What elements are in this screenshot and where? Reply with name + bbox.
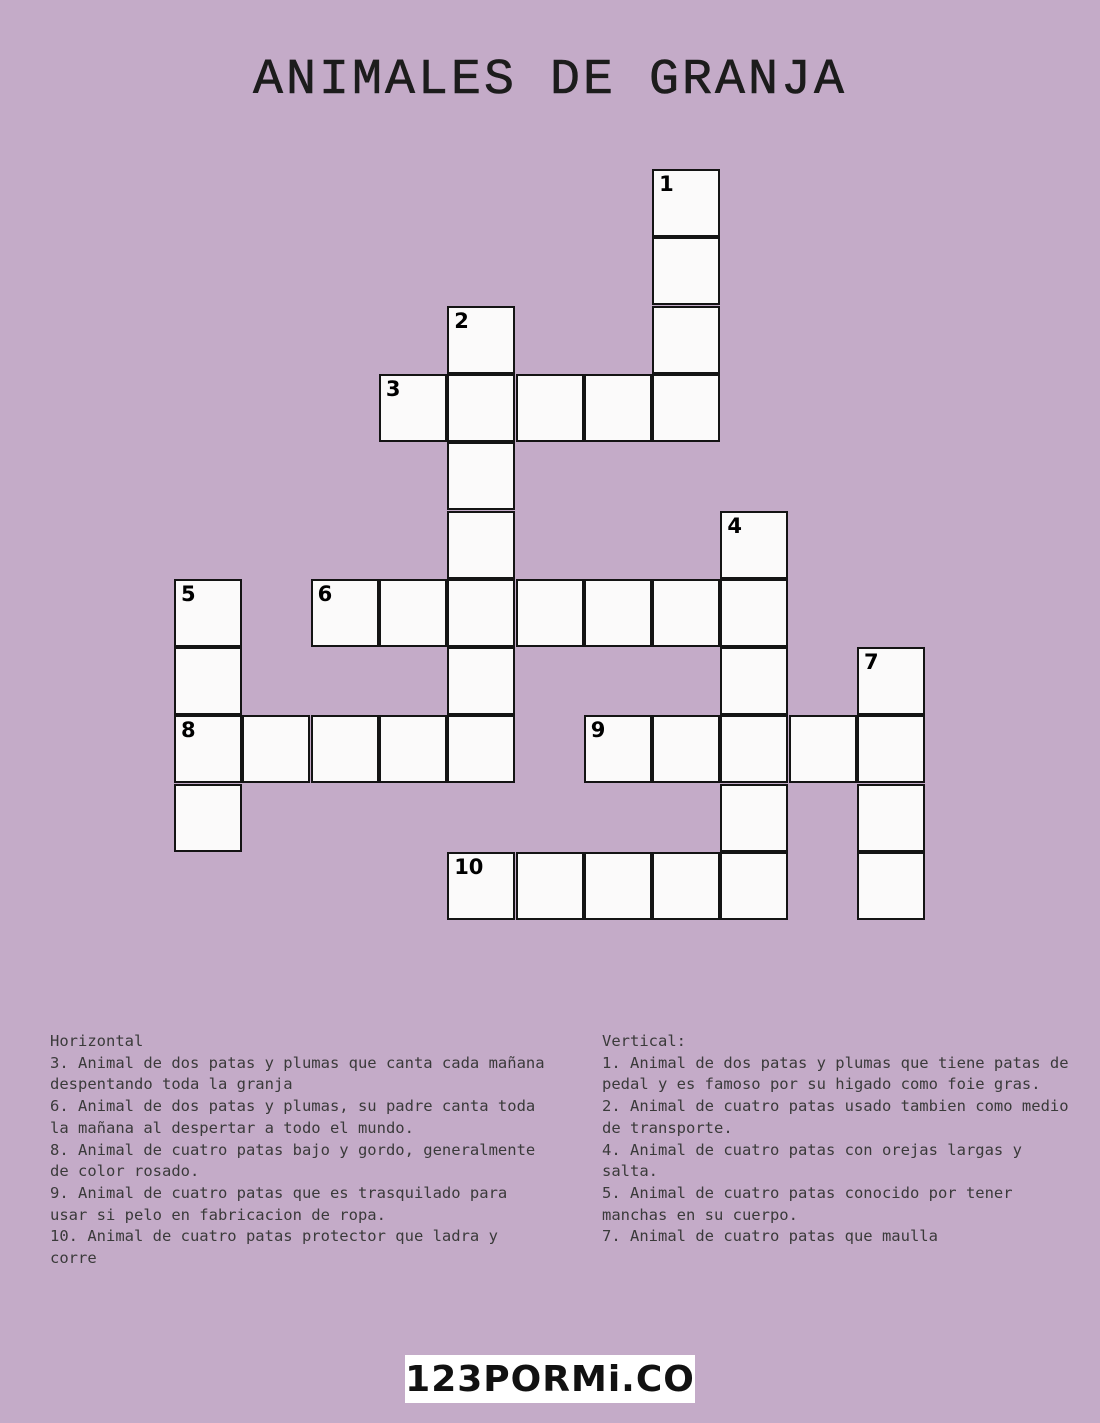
crossword-cell[interactable]	[720, 647, 788, 715]
crossword-cell[interactable]	[584, 852, 652, 920]
crossword-cell[interactable]	[857, 852, 925, 920]
crossword-cell[interactable]	[652, 852, 720, 920]
crossword-cell[interactable]	[857, 715, 925, 783]
clue-across-8: 8. Animal de cuatro patas bajo y gordo, generalmente de color rosado.	[50, 1140, 536, 1181]
clue-number: 4	[727, 513, 743, 538]
crossword-cell[interactable]	[174, 715, 242, 783]
clue-number: 8	[181, 718, 196, 743]
clue-down-7: 7. Animal de cuatro patas que maulla	[602, 1227, 938, 1246]
crossword-cell[interactable]	[379, 579, 447, 647]
crossword-cell[interactable]	[447, 511, 515, 579]
clue-down-4: 4. Animal de cuatro patas con orejas largas y salta.	[602, 1140, 1022, 1181]
crossword-cell[interactable]	[311, 579, 379, 647]
crossword-cell[interactable]	[174, 579, 242, 647]
horizontal-clues	[50, 1031, 550, 1270]
clue-down-5: 5. Animal de cuatro patas conocido por tener manchas en su cuerpo.	[602, 1183, 1013, 1224]
clue-down-1: 1. Animal de dos patas y plumas que tiene patas de pedal y es famoso por su higado como foie gras.	[602, 1053, 1069, 1094]
crossword-cell[interactable]	[652, 169, 720, 237]
brand-logo: 123PORMi.CO	[405, 1355, 695, 1403]
clue-number: 2	[454, 308, 469, 333]
crossword-cell[interactable]	[447, 374, 515, 442]
clue-number: 1	[659, 172, 674, 196]
crossword-cell[interactable]	[311, 715, 379, 783]
crossword-cell[interactable]	[516, 852, 584, 920]
clue-across-6: 6. Animal de dos patas y plumas, su padre canta toda la mañana al despertar a todo el mundo.	[50, 1097, 536, 1137]
crossword-cell[interactable]	[652, 374, 720, 442]
crossword-cell[interactable]	[652, 237, 720, 305]
crossword-cell[interactable]	[720, 579, 788, 647]
crossword-cell[interactable]	[652, 306, 720, 374]
crossword-cell[interactable]	[652, 715, 720, 783]
clue-number: 7	[864, 650, 879, 675]
crossword-cell[interactable]	[857, 647, 925, 715]
crossword-cell[interactable]	[242, 715, 310, 783]
clue-number: 10	[454, 855, 484, 879]
crossword-cell[interactable]	[379, 374, 447, 442]
crossword-cell[interactable]	[652, 579, 720, 647]
crossword-cell[interactable]	[174, 784, 242, 852]
crossword-cell[interactable]	[447, 442, 515, 510]
clue-down-2: 2. Animal de cuatro patas usado tambien como medio de transporte.	[602, 1097, 1069, 1137]
clue-number: 9	[590, 718, 606, 743]
vertical-clues	[602, 1031, 1072, 1248]
crossword-cell[interactable]	[447, 647, 515, 715]
crossword-cell[interactable]	[720, 511, 788, 579]
crossword-cell[interactable]	[584, 374, 652, 442]
crossword-cell[interactable]	[584, 579, 652, 647]
clue-across-3: 3. Animal de dos patas y plumas que canta cada mañana despentando toda la granja	[50, 1053, 545, 1094]
crossword-cell[interactable]	[857, 784, 925, 852]
horizontal-heading: Horizontal	[50, 1032, 144, 1050]
page-title: ANIMALES DE GRANJA	[252, 52, 848, 109]
crossword-cell[interactable]	[447, 579, 515, 647]
crossword-cell[interactable]	[720, 784, 788, 852]
crossword-cell[interactable]	[447, 852, 515, 920]
crossword-cell[interactable]	[379, 715, 447, 783]
clue-number: 3	[385, 376, 401, 401]
crossword-cell[interactable]	[447, 715, 515, 783]
crossword-cell[interactable]	[516, 579, 584, 647]
crossword-cell[interactable]	[584, 715, 652, 783]
clue-across-9: 9. Animal de cuatro patas que es trasquilado para usar si pelo en fabricacion de ropa.	[50, 1183, 508, 1224]
crossword-cell[interactable]	[516, 374, 584, 442]
crossword-cell[interactable]	[720, 715, 788, 783]
vertical-heading: Vertical:	[602, 1032, 686, 1050]
crossword-cell[interactable]	[447, 306, 515, 374]
clue-across-10: 10. Animal de cuatro patas protector que ladra y corre	[50, 1227, 498, 1268]
crossword-cell[interactable]	[174, 647, 242, 715]
clue-number: 5	[181, 581, 196, 606]
crossword-cell[interactable]	[720, 852, 788, 920]
crossword-cell[interactable]	[789, 715, 857, 783]
clue-number: 6	[317, 581, 333, 606]
